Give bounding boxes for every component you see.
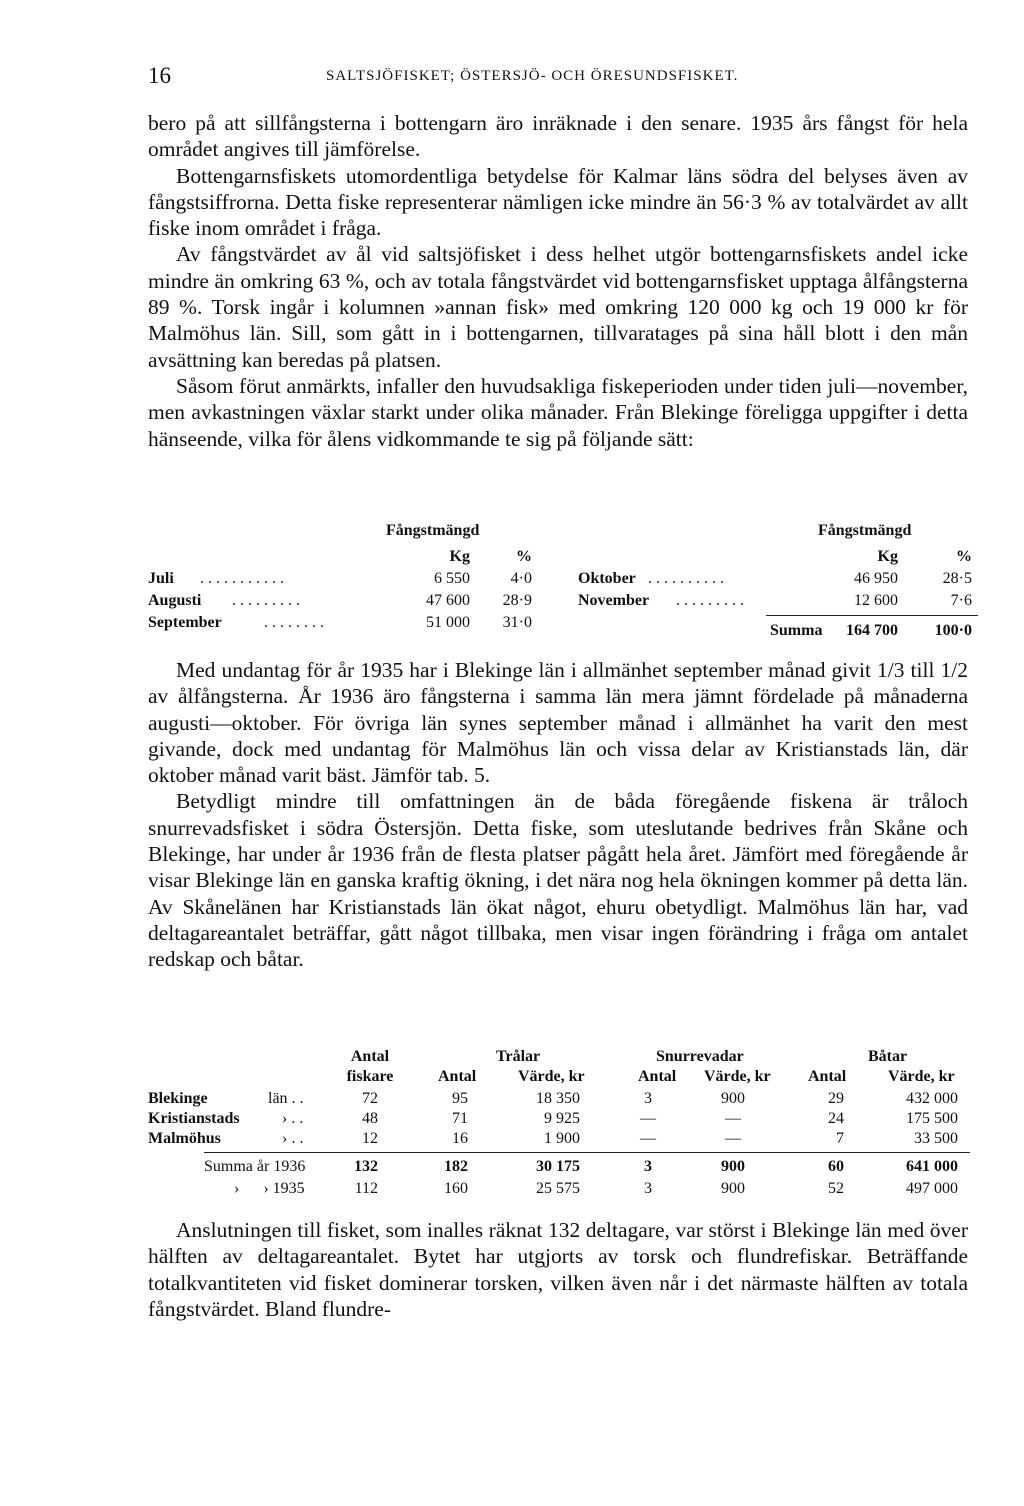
county-label: Malmöhus: [148, 1130, 221, 1147]
column-header: Antal: [350, 1048, 390, 1065]
column-header: fiskare: [346, 1068, 394, 1085]
cell: 52: [828, 1180, 844, 1197]
month-label: November: [578, 592, 650, 609]
paragraph: Såsom förut anmärkts, infaller den huvudsakliga fiskeperioden under tiden juli—november, men avkastningen växlar starkt under olika månader. Från Blekinge föreligga uppgifter i detta hänseende, vilka för ålens vidkommande te sig på följande sätt:: [148, 373, 968, 451]
cell: 9 925: [544, 1110, 580, 1127]
leader-dots: ........: [264, 614, 328, 631]
county-suffix: › . .: [282, 1110, 304, 1127]
cell: 160: [444, 1180, 468, 1197]
column-group-header: Snurrevadar: [656, 1048, 744, 1065]
kg-value: 12 600: [854, 592, 898, 609]
county-label: Blekinge: [148, 1090, 208, 1107]
leader-dots: .........: [676, 592, 748, 609]
cell: 132: [354, 1158, 378, 1175]
month-label: Oktober: [578, 570, 636, 587]
cell: 12: [362, 1130, 378, 1147]
column-header: Antal: [438, 1068, 477, 1085]
cell: 3: [644, 1180, 652, 1197]
pct-value: 31·0: [502, 614, 532, 631]
eel-catch-table: [148, 518, 978, 658]
county-label: Kristianstads: [148, 1110, 240, 1127]
county-suffix: › . .: [282, 1130, 304, 1147]
sum-label: Summa: [770, 622, 823, 639]
cell: 3: [644, 1090, 652, 1107]
cell: 33 500: [914, 1130, 958, 1147]
sum-rule: [204, 1152, 970, 1153]
leader-dots: .........: [232, 592, 304, 609]
cell: 7: [836, 1130, 844, 1147]
column-group-header: Båtar: [868, 1048, 908, 1065]
cell: 71: [452, 1110, 468, 1127]
cell: 72: [362, 1090, 378, 1107]
pct-value: 7·6: [950, 592, 972, 609]
month-label: Juli: [148, 570, 174, 587]
cell: 29: [828, 1090, 844, 1107]
page-number: 16: [148, 63, 171, 88]
pct-value: 28·5: [942, 570, 972, 587]
text-block-2: [148, 657, 968, 973]
cell: 900: [721, 1158, 745, 1175]
cell: 24: [828, 1110, 844, 1127]
column-group-header: Fångstmängd: [386, 522, 480, 539]
trawl-seine-table: [148, 1048, 978, 1208]
running-header: [148, 63, 968, 91]
paragraph: Av fångstvärdet av ål vid saltsjöfisket i dess helhet utgör bottengarnsfiskets andel icke mindre än omkring 63 %, och av totala fångstvärdet vid bottengarnsfisket upptaga ålfångsterna 89 %. Torsk ingår i kolumnen »annan fisk» med omkring 120 000 kg och 19 000 kr för Malmöhus län. Sill, som gått in i bottengarnen, tillvaratages på sina håll blott i den mån avsättning kan beredas på platsen.: [148, 242, 968, 372]
column-header-kg: Kg: [449, 548, 470, 565]
sum-pct: 100·0: [934, 622, 972, 639]
cell: 497 000: [906, 1180, 958, 1197]
column-header-pct: %: [956, 548, 972, 565]
text-block-3: [148, 1217, 968, 1322]
cell: 3: [644, 1158, 652, 1175]
cell: 1 900: [544, 1130, 580, 1147]
cell: —: [640, 1130, 656, 1147]
kg-value: 47 600: [426, 592, 470, 609]
cell: 60: [828, 1158, 844, 1175]
paragraph: Anslutningen till fisket, som inalles räknat 132 deltagare, var störst i Blekinge län med över hälften av deltagareantalet. Bytet har utgjorts av torsk och flundrefiskar. Beträffande totalkvantiteten vid fisket dominerar torsken, vilken även når i det närmaste hälften av totala fångstvärdet. Bland flundre-: [148, 1218, 968, 1321]
leader-dots: ...........: [200, 570, 288, 587]
month-label: Augusti: [148, 592, 202, 609]
column-header-kg: Kg: [877, 548, 898, 565]
sum-rule: [766, 615, 978, 616]
column-group-header: Trålar: [496, 1048, 541, 1065]
pct-value: 4·0: [510, 570, 532, 587]
column-header: Antal: [638, 1068, 677, 1085]
cell: 112: [354, 1180, 378, 1197]
kg-value: 46 950: [854, 570, 898, 587]
kg-value: 51 000: [426, 614, 470, 631]
running-title: SALTSJÖFISKET; ÖSTERSJÖ- OCH ÖRESUNDSFISKET.: [326, 68, 739, 84]
column-header: Värde, kr: [518, 1068, 585, 1085]
month-label: September: [148, 614, 222, 631]
column-header: Värde, kr: [704, 1068, 771, 1085]
text-block-1: [148, 110, 968, 452]
sum-label: Summa år 1936: [204, 1158, 306, 1175]
cell: 16: [452, 1130, 468, 1147]
cell: 900: [721, 1090, 745, 1107]
cell: 48: [362, 1110, 378, 1127]
cell: —: [640, 1110, 656, 1127]
county-suffix: län . .: [268, 1090, 304, 1107]
kg-value: 6 550: [434, 570, 470, 587]
cell: 95: [452, 1090, 468, 1107]
paragraph: Med undantag för år 1935 har i Blekinge län i allmänhet september månad givit 1/3 till 1/2 av ålfångsterna. År 1936 äro fångsterna i samma län mera jämnt fördelade på månaderna augusti—oktober. För övriga län synes september månad i allmänhet ha varit den mest givande, dock med undantag för Malmöhus län och vissa delar av Kristianstads län, där oktober månad varit bäst. Jämför tab. 5.: [148, 658, 968, 788]
leader-dots: ..........: [648, 570, 728, 587]
cell: 175 500: [906, 1110, 958, 1127]
paragraph: bero på att sillfångsterna i bottengarn äro inräknade i den senare. 1935 års fångst för hela området angives till jämförelse.: [148, 111, 968, 162]
cell: 641 000: [906, 1158, 958, 1175]
cell: 30 175: [536, 1158, 580, 1175]
cell: —: [725, 1110, 741, 1127]
pct-value: 28·9: [502, 592, 532, 609]
cell: 182: [444, 1158, 468, 1175]
paragraph: Betydligt mindre till omfattningen än de båda föregående fiskena är tråloch snurrevadsfisket i södra Östersjön. Detta fiske, som uteslutande bedrives från Skåne och Blekinge, har under år 1936 från de flesta platser pågått hela året. Jämfört med föregående år visar Blekinge län en ganska kraftig ökning, i det nära nog hela ökningen kommer på detta län. Av Skånelänen har Kristianstads län ökat något, ehuru obetydligt. Malmöhus län har, vad deltagareantalet beträffar, gått något tillbaka, men visar ingen förändring i fråga om antalet redskap och båtar.: [148, 789, 968, 972]
sum-kg: 164 700: [846, 622, 898, 639]
column-header: Värde, kr: [888, 1068, 955, 1085]
cell: 432 000: [906, 1090, 958, 1107]
cell: 18 350: [536, 1090, 580, 1107]
sum-label: › › 1935: [234, 1180, 305, 1197]
column-header: Antal: [808, 1068, 847, 1085]
column-group-header: Fångstmängd: [818, 522, 912, 539]
column-header-pct: %: [516, 548, 532, 565]
paragraph: Bottengarnsfiskets utomordentliga betydelse för Kalmar läns södra del belyses även av fångstsiffrorna. Detta fiske representerar nämligen icke mindre än 56·3 % av totalvärdet av allt fiske inom området i fråga.: [148, 163, 968, 241]
cell: —: [725, 1130, 741, 1147]
cell: 900: [721, 1180, 745, 1197]
cell: 25 575: [536, 1180, 580, 1197]
